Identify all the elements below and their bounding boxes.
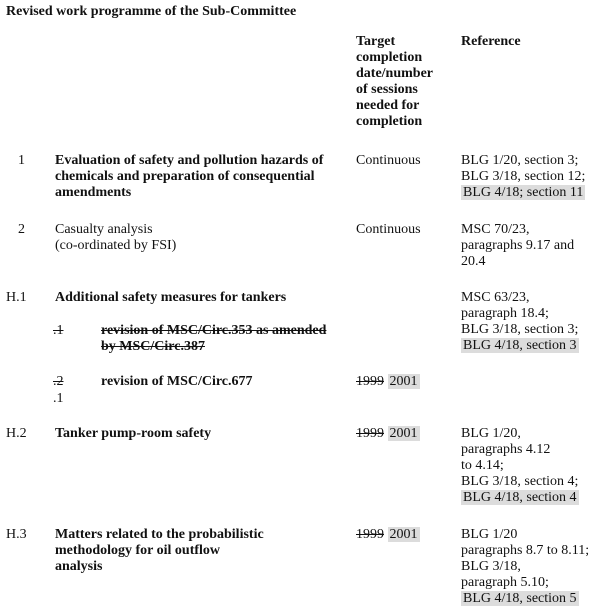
row-target: Continuous [356, 222, 421, 237]
row-reference: BLG 1/20 paragraphs 8.7 to 8.11; BLG 3/18, paragraph 5.10; BLG 4/18, section 5 [461, 527, 590, 606]
row-target: 1999 2001 [356, 426, 418, 441]
row-number: 2 [18, 222, 25, 237]
row-reference: BLG 1/20, section 3; BLG 3/18, section 12; BLG 4/18; section 11 [461, 153, 586, 200]
reference-header: Reference [461, 34, 521, 49]
subitem-target: 1999 2001 [356, 374, 418, 389]
row-number: H.1 [6, 290, 27, 305]
row-number: H.2 [6, 426, 27, 441]
target-header: Target completion date/number of sessions needed for completion [356, 34, 433, 129]
row-reference: MSC 63/23, paragraph 18.4; BLG 3/18, section 3; BLG 4/18, section 3 [461, 290, 579, 353]
row-reference: MSC 70/23, paragraphs 9.17 and 20.4 [461, 222, 575, 269]
subitem-description: revision of MSC/Circ.677 [101, 374, 253, 389]
row-description: Matters related to the probabilistic methodology for oil outflow analysis [55, 527, 264, 574]
row-number: 1 [18, 153, 25, 168]
subitem-number: .2 [53, 374, 64, 389]
subitem-number-new: .1 [53, 391, 64, 406]
row-description: Tanker pump-room safety [55, 426, 212, 441]
page-title: Revised work programme of the Sub-Committee [6, 4, 297, 19]
row-number: H.3 [6, 527, 27, 542]
row-reference: BLG 1/20, paragraphs 4.12 to 4.14; BLG 3/18, section 4; BLG 4/18, section 4 [461, 426, 579, 505]
row-description: Casualty analysis (co-ordinated by FSI) [55, 222, 177, 253]
subitem-description: revision of MSC/Circ.353 as amended by MSC/Circ.387 [101, 323, 327, 354]
row-target: Continuous [356, 153, 421, 168]
row-description: Evaluation of safety and pollution hazards of chemicals and preparation of consequential amendments [55, 153, 324, 200]
subitem-number: .1 [53, 323, 64, 338]
row-description: Additional safety measures for tankers [55, 290, 287, 305]
row-target: 1999 2001 [356, 527, 418, 542]
